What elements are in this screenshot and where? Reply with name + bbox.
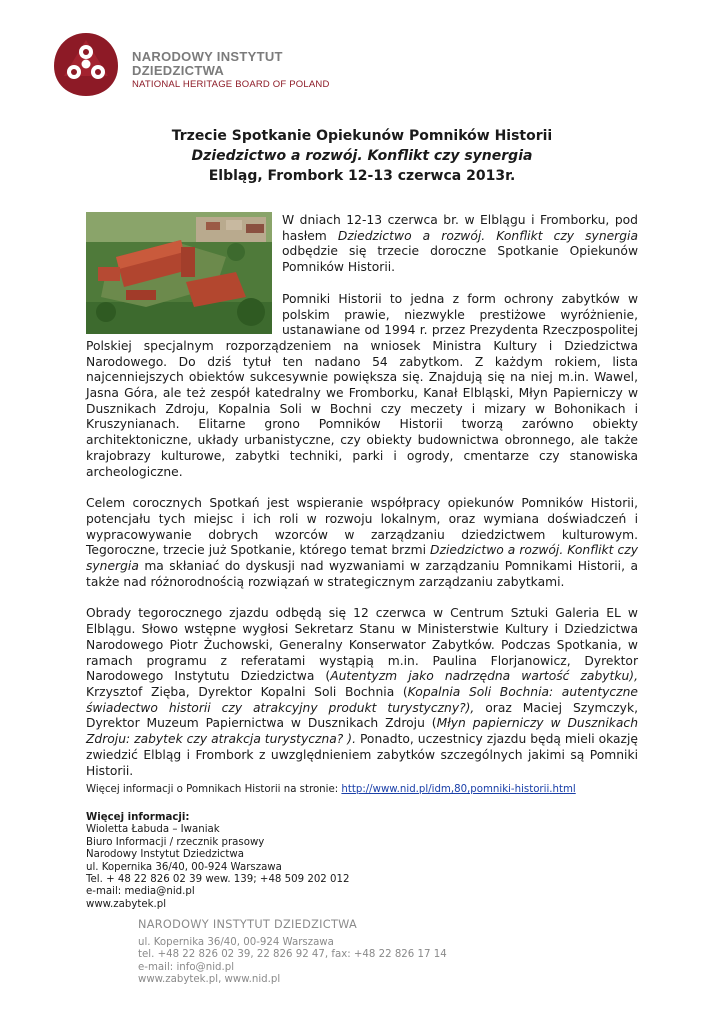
title-line-1: Trzecie Spotkanie Opiekunów Pomników Historii — [171, 128, 553, 144]
contact-heading: Więcej informacji: — [86, 812, 190, 823]
logo-line-2: DZIEDZICTWA — [132, 63, 225, 78]
logo-line-1: NARODOWY INSTYTUT — [132, 49, 283, 64]
footer-line: tel. +48 22 826 02 39, 22 826 92 47, fax: +48 22 826 17 14 — [138, 949, 447, 961]
contact-block — [86, 812, 486, 911]
more-info-line — [86, 783, 638, 797]
more-info-text: Więcej informacji o Pomnikach Historii na stronie: — [86, 784, 342, 795]
footer-line: www.zabytek.pl, www.nid.pl — [138, 974, 281, 986]
contact-line: Narodowy Instytut Dziedzictwa — [86, 849, 244, 861]
contact-line: Wioletta Łabuda – Iwaniak — [86, 824, 220, 836]
contact-line: ul. Kopernika 36/40, 00-924 Warszawa — [86, 861, 282, 873]
paragraph-1: W dniach 12-13 czerwca br. w Elblągu i Fromborku, pod hasłem Dziedzictwo a rozwój. Konflikt czy synergia odbędzie się trzecie doroczne Spotkanie Opiekunów Pomników Historii. — [282, 213, 638, 275]
pomniki-historii-link[interactable]: http://www.nid.pl/idm,80,pomniki-historii.html — [341, 784, 576, 795]
contact-website: www.zabytek.pl — [86, 898, 167, 910]
contact-line: Tel. + 48 22 826 02 39 wew. 139; +48 509 202 012 — [86, 874, 350, 886]
contact-line: Biuro Informacji / rzecznik prasowy — [86, 836, 265, 848]
title-line-2: Dziedzictwo a rozwój. Konflikt czy synergia — [191, 148, 533, 164]
title-line-3: Elbląg, Frombork 12-13 czerwca 2013r. — [208, 168, 516, 184]
footer-line: ul. Kopernika 36/40, 00-924 Warszawa — [138, 937, 334, 948]
contact-email: e-mail: media@nid.pl — [86, 886, 195, 898]
body-text — [86, 213, 638, 795]
footer-line: e-mail: info@nid.pl — [138, 961, 235, 973]
footer — [138, 918, 558, 987]
document-title — [86, 126, 638, 186]
paragraph-2: Pomniki Historii to jedna z form ochrony zabytków w polskim prawie, niezwykle prestiżowe wyróżnienie, ustanawiane od 1994 r. przez Prezydenta Rzeczpospolitej Polskiej specjalnym rozporządzeniem na wniosek Ministra Kultury i Dziedzictwa Narodowego. Do dziś tytuł ten nadano 54 zabytkom. Z każdym rokiem, lista najcenniejszych obiektów sukcesywnie powiększa się. Znajdują się na niej m.in. Wawel, Jasna Góra, ale też zespół katedralny we Fromborku, Kanał Elbląski, Młyn Papierniczy w Dusznikach Zdroju, Kopalnia Soli w Bochni czy meczety i mizary w Bohonikach i Kruszynianach. Elitarne grono Pomników Historii tworzą zarówno obiekty architektoniczne, układy urbanistyczne, czy obiekty budownictwa obronnego, ale także krajobrazy kulturowe, zabytki techniki, parki i ogrody, cmentarze czy stanowiska archeologiczne. — [86, 291, 638, 479]
footer-title: NARODOWY INSTYTUT DZIEDZICTWA — [138, 918, 358, 931]
logo-text — [132, 50, 330, 92]
paragraph-4: Obrady tegorocznego zjazdu odbędą się 12 czerwca w Centrum Sztuki Galeria EL w Elblągu. Słowo wstępne wygłosi Sekretarz Stanu w Ministerstwie Kultury i Dziedzictwa Narodowego Piotr Żuchowski, Generalny Konserwator Zabytków. Podczas Spotkania, w ramach programu z referatami wystąpią m.in. Paulina Florjanowicz, Dyrektor Narodowego Instytutu Dziedzictwa (Autentyzm jako nadrzędna wartość zabytku), Krzysztof Zięba, Dyrektor Kopalni Soli Bochnia (Kopalnia Soli Bochnia: autentyczne świadectwo historii czy atrakcyjny produkt turystyczny?), oraz Maciej Szymczyk, Dyrektor Muzeum Papiernictwa w Dusznikach Zdroju (Młyn papierniczy w Dusznikach Zdroju: zabytek czy atrakcja turystyczna? ). Ponadto, uczestnicy zjazdu będą mieli okazję zwiedzić Elbląg i Frombork z uwzględnieniem zabytków szczególnych jakimi są Pomniki Historii. — [86, 606, 638, 778]
paragraph-3: Celem corocznych Spotkań jest wspieranie współpracy opiekunów Pomników Historii, potencjału tych miejsc i ich roli w rozwoju lokalnym, oraz wymiana doświadczeń i wypracowywanie dobrych wzorców w zarządzaniu dziedzictwem kulturowym. Tegoroczne, trzecie już Spotkanie, którego temat brzmi Dziedzictwo a rozwój. Konflikt czy synergia ma skłaniać do dyskusji nad wyzwaniami w zarządzaniu Pomnikami Historii, a także nad różnorodnością rozwiązań w strategicznym zarządzaniu zabytkami. — [86, 496, 638, 589]
logo-line-3: NATIONAL HERITAGE BOARD OF POLAND — [132, 79, 330, 90]
nid-logo-icon — [52, 30, 120, 98]
